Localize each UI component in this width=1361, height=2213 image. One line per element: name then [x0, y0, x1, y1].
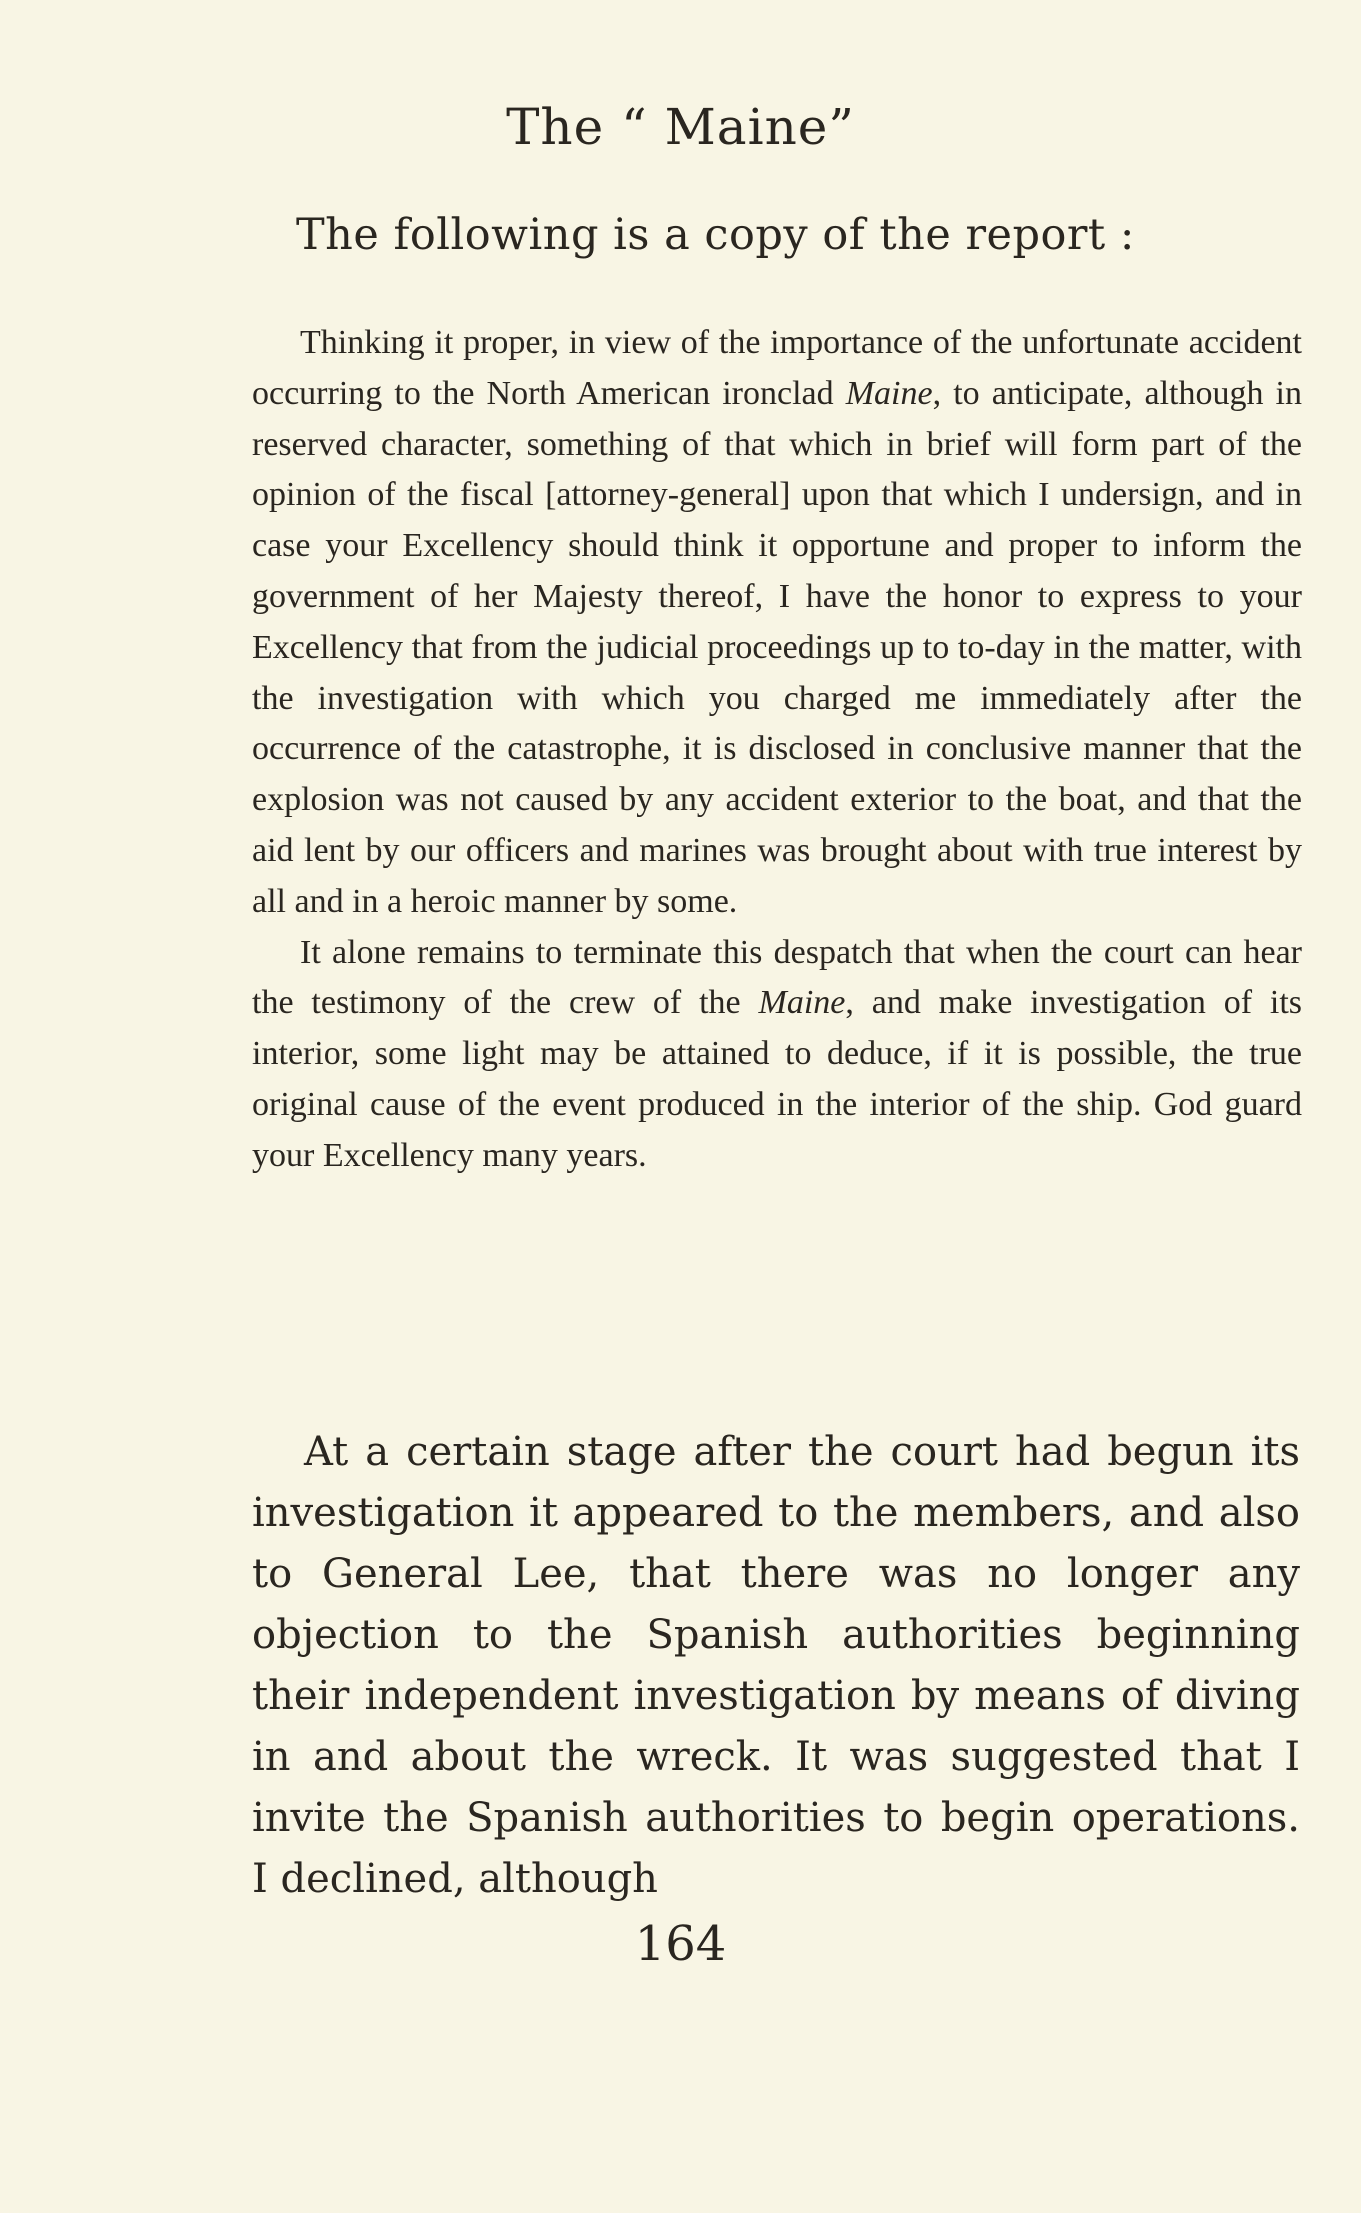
report-paragraph-1	[252, 318, 1302, 928]
report-p2-text-b: , and make investigation of its interior, some light may be attained to deduce, if it is possible, the true original cause of the event produced in the interior of the ship. God guard your Excellency many years.	[252, 984, 1303, 1174]
report-p1-text-a: Thinking it proper, in view of the importance of the unfortunate accident occurring to the North American ironclad	[252, 324, 1302, 412]
intro-line: The following is a copy of the report :	[296, 210, 1135, 260]
report-quote	[252, 318, 1302, 1182]
body-text	[252, 1422, 1300, 1910]
report-p2-ship-name: Maine	[758, 984, 846, 1022]
report-p1-text-b: , to anticipate, although in reserved character, something of that which in brief will form part of the opinion of the fiscal [attorney-general] upon that which I undersign, and in case your Excellency should think it opportune and proper to inform the government of her Majesty thereof, I have the honor to express to your Excellency that from the judicial proceedings up to to-day in the matter, with the investigation with which you charged me immediately after the occurrence of the catastrophe, it is disclosed in conclusive manner that the explosion was not caused by any accident exterior to the boat, and that the aid lent by our officers and marines was brought about with true interest by all and in a heroic manner by some.	[252, 374, 1303, 920]
body-paragraph: At a certain stage after the court had begun its investigation it appeared to the members, and also to General Lee, that there was no longer any objection to the Spanish authorities beginning their independent investigation by means of diving in and about the wreck. It was suggested that I invite the Spanish authorities to begin operations. I declined, although	[252, 1429, 1300, 1902]
report-p2-text-a: It alone remains to terminate this despatch that when the court can hear the testimony of the crew of the	[252, 933, 1302, 1022]
running-head: The “ Maine”	[506, 98, 855, 156]
report-paragraph-2	[252, 928, 1302, 1182]
report-p1-ship-name: Maine	[845, 374, 933, 412]
page-number: 164	[634, 1916, 727, 1972]
